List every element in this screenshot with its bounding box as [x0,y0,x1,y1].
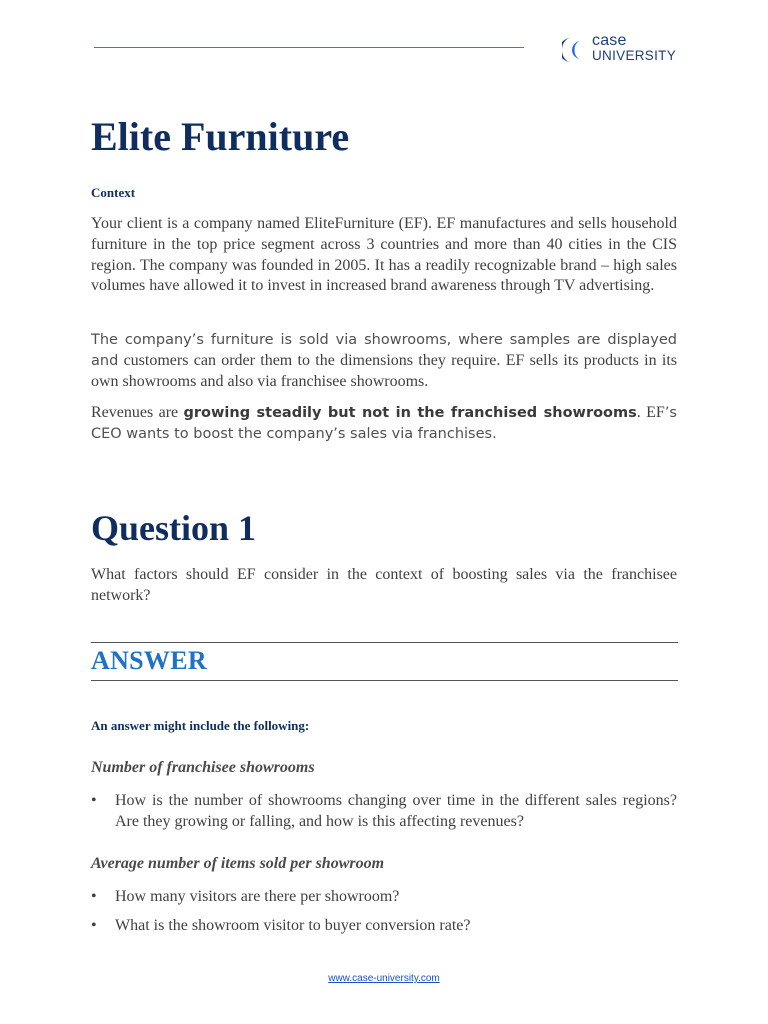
paragraph-3-mid: . EF [636,404,665,421]
paragraph-2-rest: customers can order them to the dimensions they require. EF sells its products in its own showrooms and also via franchisee showrooms. [91,351,678,390]
crescent-logo-icon [562,37,592,63]
website-link[interactable]: www.case-university.com [328,973,440,984]
context-paragraph-3 [91,403,677,445]
logo-line-case: case [592,32,627,49]
list-item [91,915,677,936]
bullet-icon: • [91,888,97,905]
list-item-text: What is the showroom visitor to buyer conversion rate? [115,917,471,934]
paragraph-3-emphasis: growing steadily but not in the franchised showrooms [183,405,637,421]
context-paragraph-1: Your client is a company named EliteFurniture (EF). EF manufactures and sells household furniture in the top price segment across 3 countries and more than 40 cities in the CIS region. The company was founded in 2005. It has a readily recognizable brand – high sales volumes have allowed it to invest in increased brand awareness through TV advertising. [91,215,677,295]
case-university-logo [562,33,682,67]
paragraph-3-start: Revenues are [91,404,184,421]
list-item-text: How is the number of showrooms changing over time in the different sales regions? Are they growing or falling, and how is this affecting revenues? [115,792,677,830]
section-heading-items-per-showroom: Average number of items sold per showroom [91,855,385,872]
context-label: Context [91,185,136,200]
paragraph-2-first-line: The company’s furniture is sold via showrooms, where samples are displayed and [91,332,677,369]
question-text: What factors should EF consider in the context of boosting sales via the franchisee network? [91,566,677,604]
answer-heading: ANSWER [91,646,207,675]
bullet-icon: • [91,792,97,809]
logo-line-university: UNIVERSITY [592,48,677,63]
list-item-text: How many visitors are there per showroom? [115,888,400,905]
list-item [91,886,677,907]
header-rule [94,47,524,48]
list-item [91,790,677,832]
document-title: Elite Furniture [91,114,350,159]
question-title: Question 1 [91,508,257,548]
answer-rule-bottom [91,680,678,681]
paragraph-3-end: ’s CEO wants to boost the company’s sales via franchises. [91,405,677,442]
bullet-icon: • [91,917,97,934]
logo-wordmark [592,33,676,63]
context-paragraph-2 [91,330,677,392]
answer-intro: An answer might include the following: [91,718,310,733]
answer-rule-top [91,642,678,643]
section-heading-franchisee-showrooms: Number of franchisee showrooms [91,759,315,776]
